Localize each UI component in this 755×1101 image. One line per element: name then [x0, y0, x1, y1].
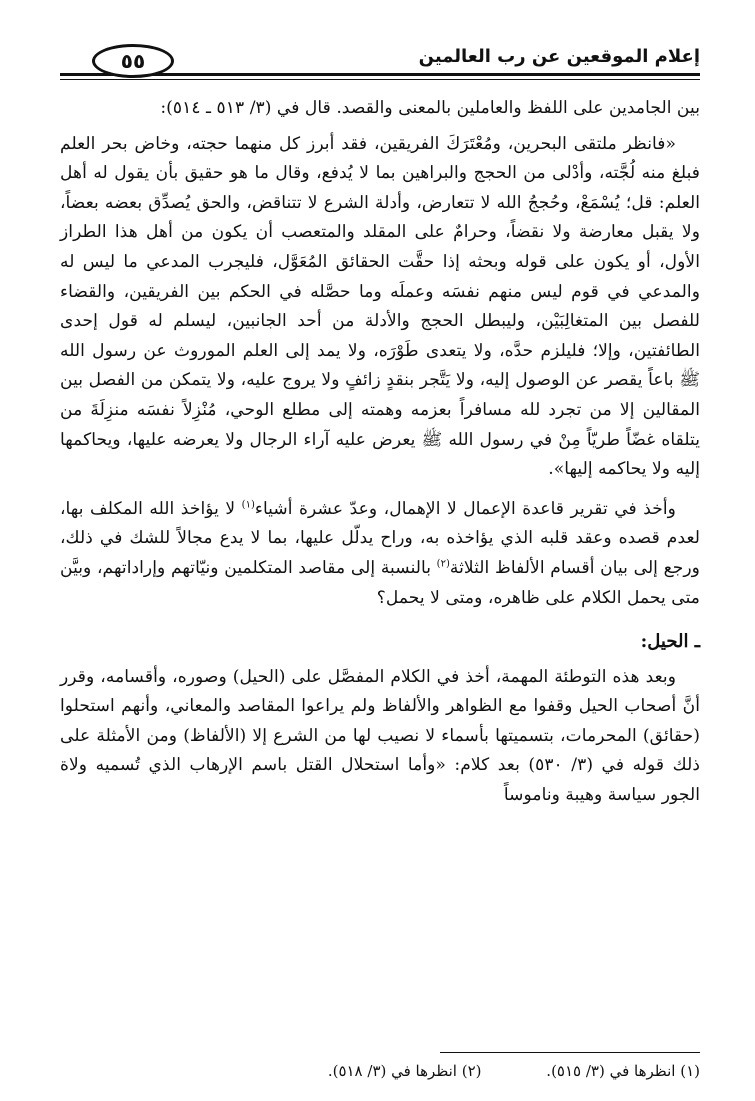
rules-paragraph: [60, 495, 700, 613]
rules-text-c: بالنسبة إلى مقاصد المتكلمين ونيّاتهم وإراداتهم، وبيَّن متى يحمل الكلام على ظاهره، ومتى لا يحمل؟: [60, 557, 700, 608]
footnotes: [60, 1062, 700, 1080]
section-heading: ـ الحيل:: [640, 631, 700, 653]
quote-paragraph: «فانظر ملتقى البحرين، ومُعْتَرَكَ الفريقين، فقد أبرز كل منهما حجته، وخاض بحر العلم فبلغ منه لُجَّته، وأدْلى من الحجج والبراهين بما لا يُدفع، وقال ما هو حقيق بأن يقول له أهل العلم: قل؛ يُسْمَعْ، وحُججُ الله لا تتعارض، وأدلة الشرع لا تتناقض، والحق يُصدِّق بعضه بعضاً، ولا يقبل معارضة ولا نقضاً، وحرامٌ على المقلد والمتعصب أن يكون من أهل هذا الطراز الأول، أو يكون على قوله وبحثه إذا حقَّت الحقائق المُعَوَّل، فليجرب المدعي ما ليس له والمدعي في قوم ليس منهم نفسَه وعملَه وما حصَّله في الحكم بين الفريقين، والقضاء للفصل بين المتغالِبَيْن، وليبطل الحجج والأدلة من أحد الجانبين، ليسلم له قول إحدى الطائفتين، وإلا؛ فليلزم حدَّه، ولا يتعدى طَوْرَه، ولا يمد إلى العلم الموروث عن رسول الله ﷺ باعاً يقصر عن الوصول إليه، ولا يَتَّجر بنقدٍ زائفٍ ولا يروج عليه، ولا يتمكن من الفصل بين المقالين إلا من تجرد لله مسافراً بعزمه وهمته إلى مطلع الوحي، مُنْزِلاً نفسَه منزِلَةَ من يتلقاه غضّاً طريّاً مِنْ في رسول الله ﷺ يعرض عليه آراء الرجال ولا يعرضه عليها، ويحاكمها إليه ولا يحاكمه إليها».: [60, 133, 700, 480]
footnote-2: (٢) انظرها في (٣/ ٥١٨).: [327, 1062, 482, 1080]
footnote-separator: [440, 1052, 700, 1053]
intro-paragraph: بين الجامدين على اللفظ والعاملين بالمعنى والقصد. قال في (٣/ ٥١٣ ـ ٥١٤):: [160, 98, 700, 118]
footnote-1: (١) انظرها في (٣/ ٥١٥).: [546, 1062, 700, 1080]
page-header: [60, 42, 700, 90]
body-text: [60, 94, 700, 811]
rules-text-b: لا يؤاخذ الله المكلف بها، لعدم قصده وعقد قلبه الذي يؤاخذه به، وراح يدلّل عليها، بما لا يدع مجالاً للشك في ذلك، ورجع إلى بيان أقسام الألفاظ الثلاثة: [60, 498, 700, 578]
running-title: إعلام الموقعين عن رب العالمين: [418, 46, 700, 67]
header-rule-thin: [60, 79, 700, 80]
stratagems-paragraph: وبعد هذه التوطئة المهمة، أخذ في الكلام المفصَّل على (الحيل) وصوره، وأقسامه، وقرر أنَّ أصحاب الحيل وقفوا مع الظواهر والألفاظ ولم يراعوا المقاصد والمعاني، وأنهم استحلوا (حقائق) المحرمات، بتسميتها بأسماء لا نصيب لها من الشرع إلا (الألفاظ) ومن الأمثلة على ذلك قوله في (٣/ ٥٣٠) بعد كلام: «وأما استحلال القتل باسم الإرهاب الذي تُسميه ولاة الجور سياسة وهيبة وناموساً: [60, 666, 700, 806]
footnote-ref-2: (٢): [436, 558, 450, 570]
footnote-ref-1: (١): [241, 498, 255, 510]
rules-text-a: وأخذ في تقرير قاعدة الإعمال لا الإهمال، وعدّ عشرة أشياء: [254, 498, 676, 519]
page-number: ٥٥: [92, 44, 174, 78]
